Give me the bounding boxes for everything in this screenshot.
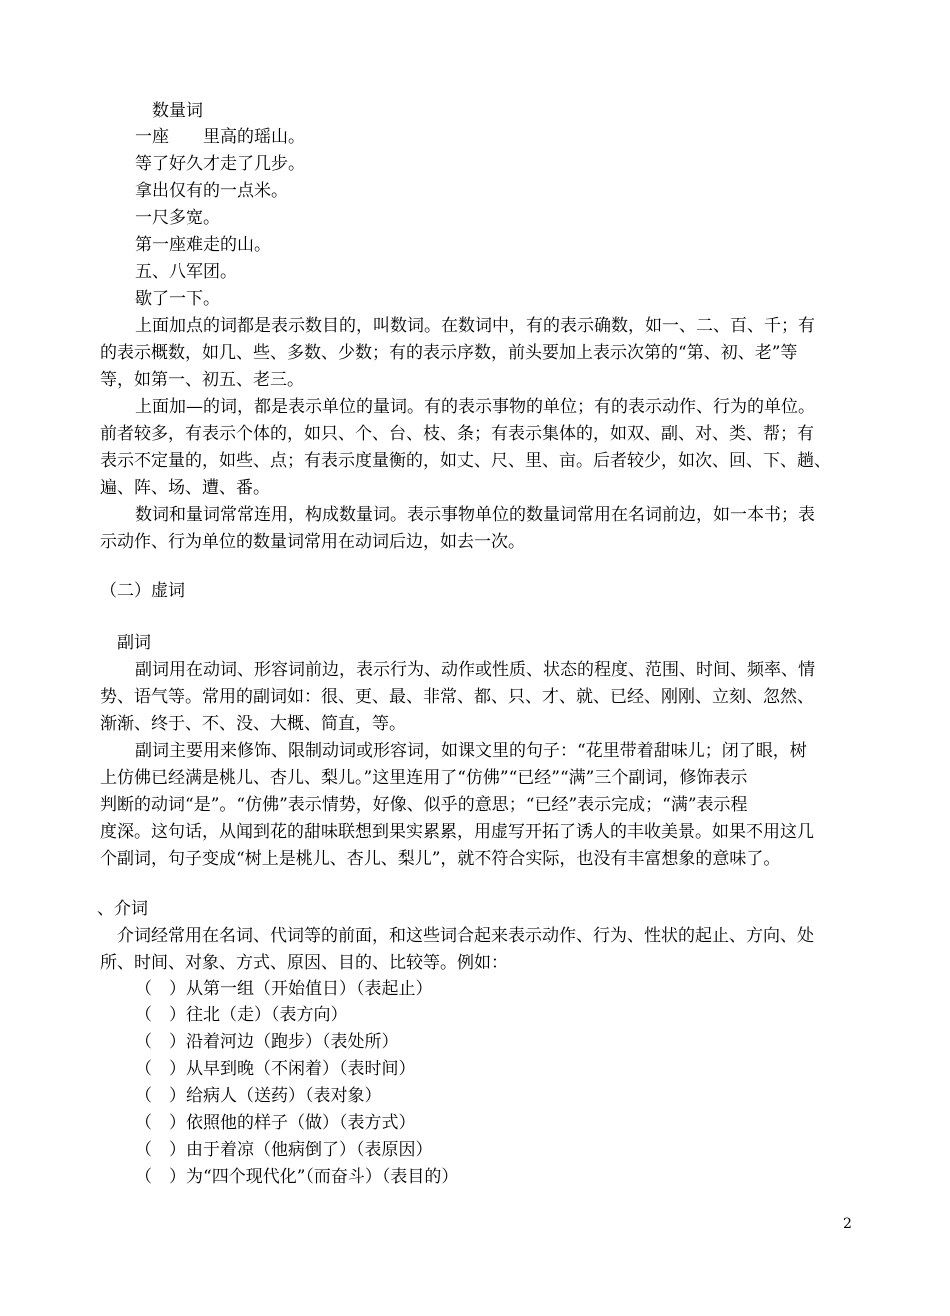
page-number: 2 bbox=[843, 1216, 852, 1232]
numeral-example: 一座 里高的瑶山。 bbox=[135, 127, 305, 147]
paragraph-line: 上面加—的词，都是表示单位的量词。有的表示事物的单位；有的表示动作、行为的单位。 bbox=[135, 397, 815, 417]
paragraph-line: 的表示概数，如几、些、多数、少数；有的表示序数，前头要加上表示次第的“第、初、老”等 bbox=[100, 343, 798, 363]
preposition-example: （ ）给病人（送药）（表对象） bbox=[135, 1086, 382, 1106]
numeral-example: 五、八军团。 bbox=[135, 262, 237, 282]
numeral-heading: 数量词 bbox=[152, 101, 203, 121]
preposition-example: （ ）依照他的样子（做）（表方式） bbox=[135, 1113, 416, 1133]
paragraph-line: 判断的动词“是”。“仿佛”表示情势，好像、似乎的意思；“已经”表示完成；“满”表示程 bbox=[100, 795, 748, 815]
paragraph-line: 所、时间、对象、方式、原因、目的、比较等。例如： bbox=[100, 953, 508, 973]
preposition-example: （ ）沿着河边（跑步）（表处所） bbox=[135, 1032, 399, 1052]
paragraph-line: 遍、阵、场、遭、番。 bbox=[100, 478, 270, 498]
paragraph-line: 上面加点的词都是表示数目的，叫数词。在数词中，有的表示确数，如一、二、百、千；有 bbox=[135, 316, 815, 336]
paragraph-line: 前者较多，有表示个体的，如只、个、台、枝、条；有表示集体的，如双、副、对、类、帮；有 bbox=[100, 424, 814, 444]
preposition-example: （ ）从第一组（开始值日）（表起止） bbox=[135, 979, 433, 999]
preposition-example: （ ）往北（走）（表方向） bbox=[135, 1005, 348, 1025]
numeral-example: 等了好久才走了几步。 bbox=[135, 154, 305, 174]
paragraph-line: 表示不定量的，如些、点；有表示度量衡的，如丈、尺、里、亩。后者较少，如次、回、下、趟、 bbox=[100, 451, 831, 471]
subsection-heading: 、介词 bbox=[97, 899, 148, 919]
paragraph-line: 势、语气等。常用的副词如：很、更、最、非常、都、只、才、就、已经、刚刚、立刻、忽然、 bbox=[100, 687, 814, 707]
numeral-example: 歇了一下。 bbox=[135, 289, 220, 309]
paragraph-line: 等，如第一、初五、老三。 bbox=[100, 370, 304, 390]
paragraph-line: 渐渐、终于、不、没、大概、简直，等。 bbox=[100, 714, 406, 734]
section-heading: （二）虚词 bbox=[100, 581, 185, 601]
paragraph-line: 数词和量词常常连用，构成数量词。表示事物单位的数量词常用在名词前边，如一本书；表 bbox=[135, 505, 815, 525]
preposition-example: （ ）由于着凉（他病倒了）（表原因） bbox=[135, 1140, 433, 1160]
paragraph-line: 副词主要用来修饰、限制动词或形容词，如课文里的句子：“花里带着甜味儿；闭了眼，树 bbox=[135, 741, 807, 761]
paragraph-line: 度深。这句话，从闻到花的甜味联想到果实累累，用虚写开拓了诱人的丰收美景。如果不用这几 bbox=[100, 822, 814, 842]
numeral-example: 第一座难走的山。 bbox=[135, 235, 271, 255]
paragraph-line: 个副词，句子变成“树上是桃儿、杏儿、梨儿”，就不符合实际，也没有丰富想象的意味了。 bbox=[100, 849, 781, 869]
numeral-example: 拿出仅有的一点米。 bbox=[135, 181, 288, 201]
paragraph-line: 上仿佛已经满是桃儿、杏儿、梨儿。”这里连用了“仿佛”“已经”“满”三个副词，修饰表示 bbox=[100, 768, 748, 788]
subsection-heading: 副词 bbox=[117, 633, 151, 653]
preposition-example: （ ）从早到晚（不闲着）（表时间） bbox=[135, 1059, 416, 1079]
paragraph-line: 示动作、行为单位的数量词常用在动词后边，如去一次。 bbox=[100, 532, 525, 552]
paragraph-line: 介词经常用在名词、代词等的前面，和这些词合起来表示动作、行为、性状的起止、方向、处 bbox=[117, 926, 814, 946]
paragraph-line: 副词用在动词、形容词前边，表示行为、动作或性质、状态的程度、范围、时间、频率、情 bbox=[135, 660, 815, 680]
numeral-example: 一尺多宽。 bbox=[135, 208, 220, 228]
preposition-example: （ ）为“四个现代化”（而奋斗）（表目的） bbox=[135, 1167, 459, 1187]
